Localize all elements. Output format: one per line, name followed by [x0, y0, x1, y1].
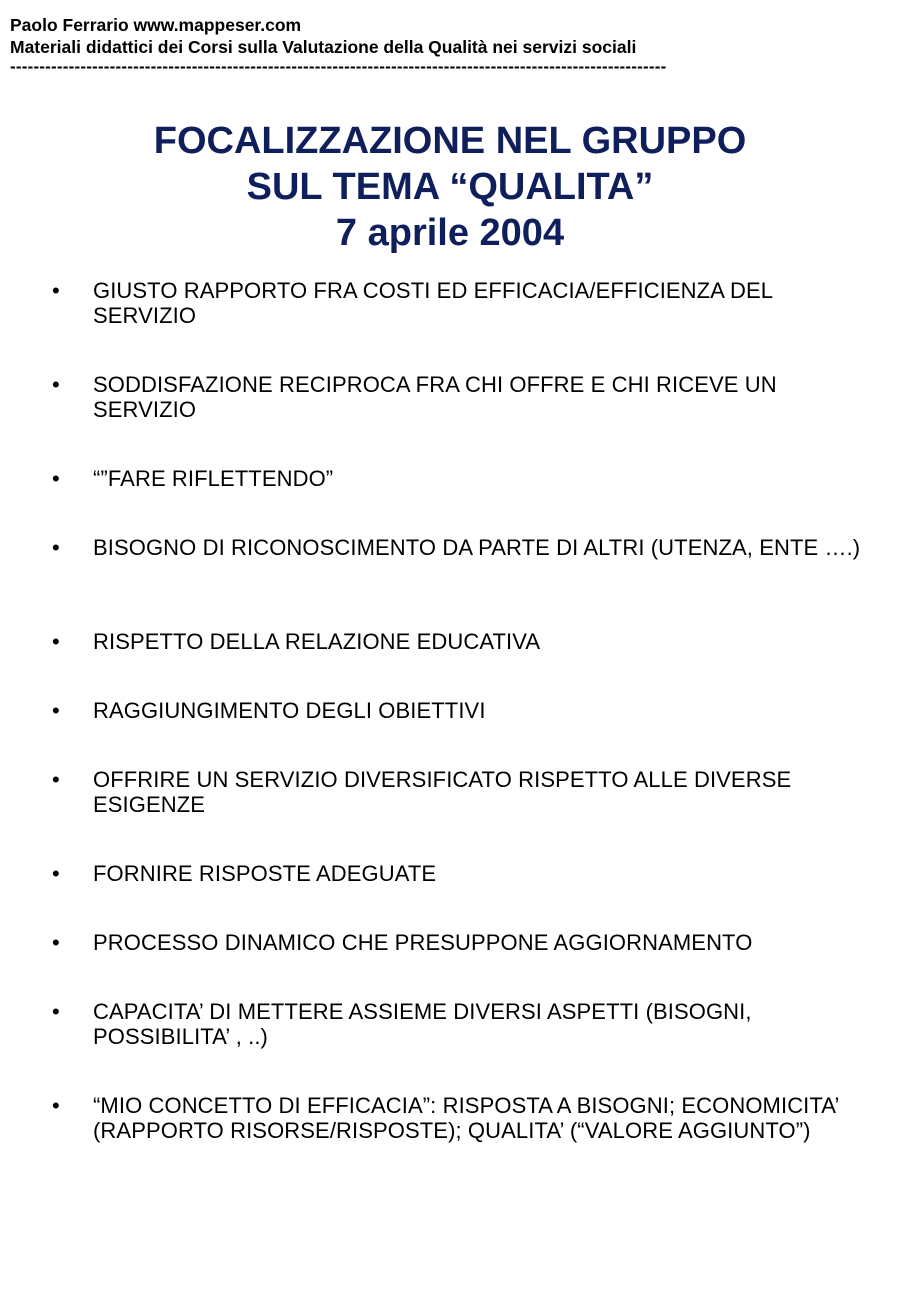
title-line-2: SUL TEMA “QUALITA”: [246, 166, 654, 208]
list-item-text: RISPETTO DELLA RELAZIONE EDUCATIVA: [93, 629, 541, 654]
document-header: [10, 14, 890, 76]
bullet-icon: •: [52, 278, 60, 303]
list-item-text: BISOGNO DI RICONOSCIMENTO DA PARTE DI ALTRI (UTENZA, ENTE ….): [93, 535, 861, 560]
header-dashed-rule: ----------------------------------------------------------------------------------------------------------------: [10, 58, 667, 76]
bullet-icon: •: [52, 698, 60, 723]
page-title: [0, 118, 900, 256]
bullet-icon: •: [52, 629, 60, 654]
list-item-text: GIUSTO RAPPORTO FRA COSTI ED EFFICACIA/EFFICIENZA DEL SERVIZIO: [93, 278, 773, 328]
bullet-icon: •: [52, 535, 60, 560]
list-item-text: “MIO CONCETTO DI EFFICACIA”: RISPOSTA A BISOGNI; ECONOMICITA’ (RAPPORTO RISORSE/RISPOSTE); QUALITA’ (“VALORE AGGIUNTO”): [93, 1093, 839, 1143]
bullet-icon: •: [52, 861, 60, 886]
list-item-text: PROCESSO DINAMICO CHE PRESUPPONE AGGIORNAMENTO: [93, 930, 753, 955]
list-item-text: SODDISFAZIONE RECIPROCA FRA CHI OFFRE E CHI RICEVE UN SERVIZIO: [93, 372, 777, 422]
author-line: Paolo Ferrario www.mappeser.com: [10, 15, 302, 35]
title-line-1: FOCALIZZAZIONE NEL GRUPPO: [153, 120, 747, 162]
bullet-icon: •: [52, 930, 60, 955]
bullet-icon: •: [52, 466, 60, 491]
title-date: 7 aprile 2004: [335, 212, 565, 254]
list-item-text: OFFRIRE UN SERVIZIO DIVERSIFICATO RISPETTO ALLE DIVERSE ESIGENZE: [93, 767, 792, 817]
list-item-text: “”FARE RIFLETTENDO”: [93, 466, 334, 491]
bullet-icon: •: [52, 372, 60, 397]
list-item-text: CAPACITA’ DI METTERE ASSIEME DIVERSI ASPETTI (BISOGNI, POSSIBILITA’ , ..): [93, 999, 752, 1049]
bullet-icon: •: [52, 767, 60, 792]
course-materials-line: Materiali didattici dei Corsi sulla Valutazione della Qualità nei servizi sociali: [10, 37, 637, 57]
bullet-icon: •: [52, 999, 60, 1024]
bullet-icon: •: [52, 1093, 60, 1118]
list-item-text: RAGGIUNGIMENTO DEGLI OBIETTIVI: [93, 698, 486, 723]
list-item-text: FORNIRE RISPOSTE ADEGUATE: [93, 861, 437, 886]
